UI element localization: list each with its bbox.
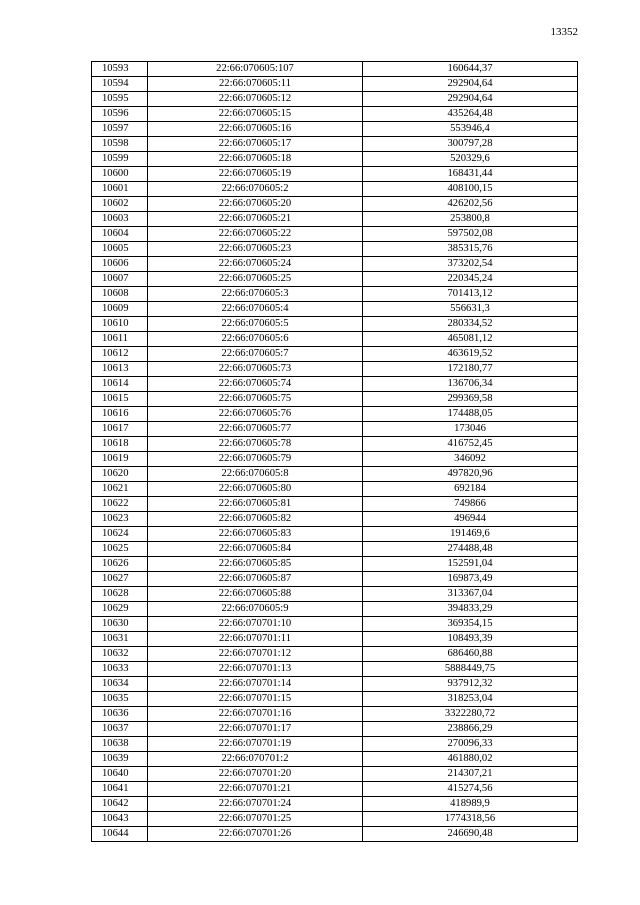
- row-number-cell: 10604: [92, 227, 148, 242]
- value-cell: 749866: [363, 497, 578, 512]
- table-row: [92, 62, 578, 77]
- value-cell: 426202,56: [363, 197, 578, 212]
- value-cell: 701413,12: [363, 287, 578, 302]
- cadastral-number-cell: 22:66:070605:78: [148, 437, 363, 452]
- cadastral-number-cell: 22:66:070605:4: [148, 302, 363, 317]
- row-number-cell: 10621: [92, 482, 148, 497]
- row-number-cell: 10603: [92, 212, 148, 227]
- value-cell: 168431,44: [363, 167, 578, 182]
- table-row: [92, 602, 578, 617]
- table-row: [92, 212, 578, 227]
- value-cell: 160644,37: [363, 62, 578, 77]
- data-table-container: [91, 61, 577, 842]
- value-cell: 520329,6: [363, 152, 578, 167]
- cadastral-number-cell: 22:66:070605:3: [148, 287, 363, 302]
- row-number-cell: 10623: [92, 512, 148, 527]
- row-number-cell: 10617: [92, 422, 148, 437]
- cadastral-number-cell: 22:66:070701:2: [148, 752, 363, 767]
- value-cell: 5888449,75: [363, 662, 578, 677]
- value-cell: 169873,49: [363, 572, 578, 587]
- value-cell: 313367,04: [363, 587, 578, 602]
- table-row: [92, 692, 578, 707]
- cadastral-number-cell: 22:66:070605:81: [148, 497, 363, 512]
- row-number-cell: 10611: [92, 332, 148, 347]
- cadastral-number-cell: 22:66:070605:22: [148, 227, 363, 242]
- row-number-cell: 10593: [92, 62, 148, 77]
- page-number: 13352: [550, 26, 578, 38]
- table-row: [92, 467, 578, 482]
- row-number-cell: 10602: [92, 197, 148, 212]
- value-cell: 274488,48: [363, 542, 578, 557]
- row-number-cell: 10632: [92, 647, 148, 662]
- cadastral-number-cell: 22:66:070605:17: [148, 137, 363, 152]
- value-cell: 408100,15: [363, 182, 578, 197]
- value-cell: 373202,54: [363, 257, 578, 272]
- value-cell: 318253,04: [363, 692, 578, 707]
- table-row: [92, 407, 578, 422]
- value-cell: 108493,39: [363, 632, 578, 647]
- table-row: [92, 152, 578, 167]
- row-number-cell: 10635: [92, 692, 148, 707]
- cadastral-number-cell: 22:66:070701:20: [148, 767, 363, 782]
- row-number-cell: 10643: [92, 812, 148, 827]
- row-number-cell: 10620: [92, 467, 148, 482]
- value-cell: 253800,8: [363, 212, 578, 227]
- cadastral-number-cell: 22:66:070605:18: [148, 152, 363, 167]
- row-number-cell: 10639: [92, 752, 148, 767]
- cadastral-number-cell: 22:66:070701:19: [148, 737, 363, 752]
- table-row: [92, 422, 578, 437]
- value-cell: 136706,34: [363, 377, 578, 392]
- value-cell: 246690,48: [363, 827, 578, 842]
- row-number-cell: 10624: [92, 527, 148, 542]
- value-cell: 465081,12: [363, 332, 578, 347]
- value-cell: 415274,56: [363, 782, 578, 797]
- table-row: [92, 557, 578, 572]
- row-number-cell: 10600: [92, 167, 148, 182]
- value-cell: 174488,05: [363, 407, 578, 422]
- row-number-cell: 10608: [92, 287, 148, 302]
- table-row: [92, 542, 578, 557]
- value-cell: 435264,48: [363, 107, 578, 122]
- table-row: [92, 677, 578, 692]
- row-number-cell: 10634: [92, 677, 148, 692]
- row-number-cell: 10605: [92, 242, 148, 257]
- table-row: [92, 272, 578, 287]
- cadastral-number-cell: 22:66:070605:7: [148, 347, 363, 362]
- row-number-cell: 10613: [92, 362, 148, 377]
- row-number-cell: 10644: [92, 827, 148, 842]
- row-number-cell: 10616: [92, 407, 148, 422]
- row-number-cell: 10598: [92, 137, 148, 152]
- cadastral-number-cell: 22:66:070605:85: [148, 557, 363, 572]
- value-cell: 556631,3: [363, 302, 578, 317]
- cadastral-number-cell: 22:66:070701:15: [148, 692, 363, 707]
- table-row: [92, 257, 578, 272]
- cadastral-number-cell: 22:66:070605:83: [148, 527, 363, 542]
- cadastral-number-cell: 22:66:070605:9: [148, 602, 363, 617]
- value-cell: 496944: [363, 512, 578, 527]
- cadastral-number-cell: 22:66:070701:13: [148, 662, 363, 677]
- table-row: [92, 317, 578, 332]
- value-cell: 214307,21: [363, 767, 578, 782]
- cadastral-number-cell: 22:66:070605:8: [148, 467, 363, 482]
- value-cell: 292904,64: [363, 77, 578, 92]
- table-body: [92, 62, 578, 842]
- table-row: [92, 482, 578, 497]
- cadastral-number-cell: 22:66:070701:17: [148, 722, 363, 737]
- value-cell: 172180,77: [363, 362, 578, 377]
- cadastral-number-cell: 22:66:070605:88: [148, 587, 363, 602]
- cadastral-number-cell: 22:66:070605:80: [148, 482, 363, 497]
- table-row: [92, 587, 578, 602]
- table-row: [92, 197, 578, 212]
- value-cell: 369354,15: [363, 617, 578, 632]
- row-number-cell: 10641: [92, 782, 148, 797]
- value-cell: 152591,04: [363, 557, 578, 572]
- cadastral-number-cell: 22:66:070605:77: [148, 422, 363, 437]
- value-cell: 300797,28: [363, 137, 578, 152]
- value-cell: 220345,24: [363, 272, 578, 287]
- cadastral-number-cell: 22:66:070605:73: [148, 362, 363, 377]
- value-cell: 418989,9: [363, 797, 578, 812]
- table-row: [92, 227, 578, 242]
- cadastral-number-cell: 22:66:070605:107: [148, 62, 363, 77]
- table-row: [92, 662, 578, 677]
- value-cell: 553946,4: [363, 122, 578, 137]
- value-cell: 280334,52: [363, 317, 578, 332]
- row-number-cell: 10629: [92, 602, 148, 617]
- row-number-cell: 10596: [92, 107, 148, 122]
- table-row: [92, 572, 578, 587]
- table-row: [92, 377, 578, 392]
- row-number-cell: 10606: [92, 257, 148, 272]
- table-row: [92, 752, 578, 767]
- table-row: [92, 182, 578, 197]
- cadastral-number-cell: 22:66:070605:6: [148, 332, 363, 347]
- cadastral-number-cell: 22:66:070605:76: [148, 407, 363, 422]
- cadastral-number-cell: 22:66:070701:14: [148, 677, 363, 692]
- table-row: [92, 497, 578, 512]
- cadastral-number-cell: 22:66:070605:12: [148, 92, 363, 107]
- table-row: [92, 332, 578, 347]
- row-number-cell: 10627: [92, 572, 148, 587]
- row-number-cell: 10642: [92, 797, 148, 812]
- table-row: [92, 767, 578, 782]
- row-number-cell: 10628: [92, 587, 148, 602]
- table-row: [92, 92, 578, 107]
- value-cell: 394833,29: [363, 602, 578, 617]
- cadastral-number-cell: 22:66:070701:11: [148, 632, 363, 647]
- data-table: [91, 61, 578, 842]
- value-cell: 463619,52: [363, 347, 578, 362]
- row-number-cell: 10633: [92, 662, 148, 677]
- table-row: [92, 527, 578, 542]
- table-row: [92, 122, 578, 137]
- row-number-cell: 10626: [92, 557, 148, 572]
- table-row: [92, 632, 578, 647]
- table-row: [92, 737, 578, 752]
- row-number-cell: 10607: [92, 272, 148, 287]
- value-cell: 1774318,56: [363, 812, 578, 827]
- value-cell: 385315,76: [363, 242, 578, 257]
- value-cell: 299369,58: [363, 392, 578, 407]
- table-row: [92, 242, 578, 257]
- cadastral-number-cell: 22:66:070605:16: [148, 122, 363, 137]
- value-cell: 191469,6: [363, 527, 578, 542]
- cadastral-number-cell: 22:66:070701:12: [148, 647, 363, 662]
- cadastral-number-cell: 22:66:070605:5: [148, 317, 363, 332]
- cadastral-number-cell: 22:66:070605:82: [148, 512, 363, 527]
- table-row: [92, 827, 578, 842]
- cadastral-number-cell: 22:66:070701:16: [148, 707, 363, 722]
- table-row: [92, 107, 578, 122]
- table-row: [92, 512, 578, 527]
- table-row: [92, 167, 578, 182]
- table-row: [92, 797, 578, 812]
- row-number-cell: 10622: [92, 497, 148, 512]
- value-cell: 461880,02: [363, 752, 578, 767]
- value-cell: 497820,96: [363, 467, 578, 482]
- value-cell: 292904,64: [363, 92, 578, 107]
- row-number-cell: 10594: [92, 77, 148, 92]
- cadastral-number-cell: 22:66:070605:2: [148, 182, 363, 197]
- cadastral-number-cell: 22:66:070605:20: [148, 197, 363, 212]
- table-row: [92, 302, 578, 317]
- table-row: [92, 617, 578, 632]
- value-cell: 346092: [363, 452, 578, 467]
- row-number-cell: 10612: [92, 347, 148, 362]
- row-number-cell: 10614: [92, 377, 148, 392]
- value-cell: 3322280,72: [363, 707, 578, 722]
- table-row: [92, 707, 578, 722]
- cadastral-number-cell: 22:66:070605:79: [148, 452, 363, 467]
- row-number-cell: 10631: [92, 632, 148, 647]
- cadastral-number-cell: 22:66:070605:25: [148, 272, 363, 287]
- cadastral-number-cell: 22:66:070701:24: [148, 797, 363, 812]
- row-number-cell: 10640: [92, 767, 148, 782]
- row-number-cell: 10599: [92, 152, 148, 167]
- table-row: [92, 392, 578, 407]
- cadastral-number-cell: 22:66:070605:15: [148, 107, 363, 122]
- value-cell: 416752,45: [363, 437, 578, 452]
- row-number-cell: 10615: [92, 392, 148, 407]
- cadastral-number-cell: 22:66:070701:10: [148, 617, 363, 632]
- table-row: [92, 137, 578, 152]
- table-row: [92, 722, 578, 737]
- value-cell: 692184: [363, 482, 578, 497]
- cadastral-number-cell: 22:66:070605:87: [148, 572, 363, 587]
- row-number-cell: 10638: [92, 737, 148, 752]
- table-row: [92, 452, 578, 467]
- value-cell: 597502,08: [363, 227, 578, 242]
- row-number-cell: 10619: [92, 452, 148, 467]
- value-cell: 238866,29: [363, 722, 578, 737]
- row-number-cell: 10597: [92, 122, 148, 137]
- row-number-cell: 10610: [92, 317, 148, 332]
- cadastral-number-cell: 22:66:070605:74: [148, 377, 363, 392]
- value-cell: 270096,33: [363, 737, 578, 752]
- cadastral-number-cell: 22:66:070605:23: [148, 242, 363, 257]
- row-number-cell: 10636: [92, 707, 148, 722]
- row-number-cell: 10618: [92, 437, 148, 452]
- cadastral-number-cell: 22:66:070701:21: [148, 782, 363, 797]
- table-row: [92, 647, 578, 662]
- cadastral-number-cell: 22:66:070605:19: [148, 167, 363, 182]
- table-row: [92, 437, 578, 452]
- row-number-cell: 10595: [92, 92, 148, 107]
- row-number-cell: 10630: [92, 617, 148, 632]
- table-row: [92, 782, 578, 797]
- table-row: [92, 77, 578, 92]
- cadastral-number-cell: 22:66:070701:25: [148, 812, 363, 827]
- value-cell: 937912,32: [363, 677, 578, 692]
- cadastral-number-cell: 22:66:070605:75: [148, 392, 363, 407]
- cadastral-number-cell: 22:66:070605:84: [148, 542, 363, 557]
- value-cell: 686460,88: [363, 647, 578, 662]
- table-row: [92, 812, 578, 827]
- row-number-cell: 10601: [92, 182, 148, 197]
- table-row: [92, 287, 578, 302]
- cadastral-number-cell: 22:66:070605:21: [148, 212, 363, 227]
- row-number-cell: 10625: [92, 542, 148, 557]
- value-cell: 173046: [363, 422, 578, 437]
- cadastral-number-cell: 22:66:070605:11: [148, 77, 363, 92]
- cadastral-number-cell: 22:66:070605:24: [148, 257, 363, 272]
- row-number-cell: 10637: [92, 722, 148, 737]
- cadastral-number-cell: 22:66:070701:26: [148, 827, 363, 842]
- row-number-cell: 10609: [92, 302, 148, 317]
- table-row: [92, 362, 578, 377]
- table-row: [92, 347, 578, 362]
